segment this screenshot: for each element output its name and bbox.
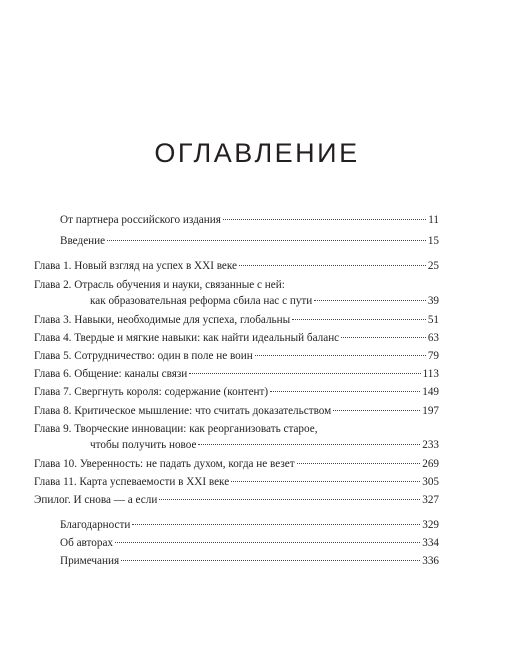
toc-entry-title: чтобы получить новое (90, 439, 197, 451)
toc-entry-about-authors[interactable] (60, 535, 439, 551)
dot-leader (231, 481, 420, 482)
toc-entry-chapter-3[interactable] (34, 312, 439, 328)
toc-entry-title: Эпилог. И снова — а если (34, 494, 158, 506)
toc-entry-chapter-8[interactable] (34, 403, 439, 419)
toc-entry-title: Глава 3. Навыки, необходимые для успеха, глобальны (34, 314, 291, 326)
toc-page-number: 113 (422, 368, 439, 380)
toc-entry-acknowledgements[interactable] (60, 517, 439, 533)
dot-leader (121, 560, 420, 561)
dot-leader (223, 219, 426, 220)
toc-entry-chapter-5[interactable] (34, 348, 439, 364)
toc-entry-title: Глава 7. Свергнуть короля: содержание (контент) (34, 386, 269, 398)
toc-page-number: 269 (422, 458, 439, 470)
toc-page-number: 25 (427, 260, 439, 272)
toc-page-number: 51 (427, 314, 439, 326)
dot-leader (107, 240, 426, 241)
toc-entry-title: Глава 5. Сотрудничество: один в поле не воин (34, 350, 253, 362)
toc-entry-chapter-11[interactable] (34, 474, 439, 490)
toc-entry-title: Об авторах (60, 537, 114, 549)
toc-entry-title: Глава 8. Критическое мышление: что считать доказательством (34, 405, 332, 417)
toc-entry-title: Глава 6. Общение: каналы связи (34, 368, 188, 380)
toc-entry-chapter-7[interactable] (34, 384, 439, 400)
toc-page-number: 327 (422, 494, 439, 506)
dot-leader (255, 355, 426, 356)
toc-entry-introduction[interactable] (60, 233, 439, 249)
toc-entry-chapter-10[interactable] (34, 456, 439, 472)
dot-leader (198, 444, 420, 445)
toc-entry-chapter-1[interactable] (34, 258, 439, 274)
toc-entry-title: Введение (60, 235, 106, 247)
toc-entry-title: Благодарности (60, 519, 131, 531)
toc-page-number: 11 (428, 214, 439, 226)
toc-entry-chapter-9[interactable] (90, 437, 439, 453)
toc-entry-title: Примечания (60, 555, 120, 567)
toc-entry-partner-foreword[interactable] (60, 212, 439, 228)
dot-leader (314, 300, 426, 301)
toc-entry-title: Глава 1. Новый взгляд на успех в XXI веке (34, 260, 238, 272)
dot-leader (239, 265, 426, 266)
dot-leader (115, 542, 420, 543)
toc-entry-title: Глава 11. Карта успеваемости в XXI веке (34, 476, 230, 488)
toc-page-number: 329 (422, 519, 439, 531)
page-title: ОГЛАВЛЕНИЕ (154, 138, 360, 168)
dot-leader (297, 463, 421, 464)
toc-page-number: 305 (422, 476, 439, 488)
toc-page-number: 149 (422, 386, 439, 398)
toc-page-number: 63 (427, 332, 439, 344)
dot-leader (270, 391, 420, 392)
dot-leader (292, 319, 426, 320)
dot-leader (333, 410, 420, 411)
toc-entry-title-line1: Глава 2. Отрасль обучения и науки, связанные с ней: (34, 279, 285, 291)
dot-leader (189, 373, 420, 374)
toc-entry-chapter-6[interactable] (34, 366, 439, 382)
toc-page-number: 39 (427, 295, 439, 307)
toc-entry-epilogue[interactable] (34, 492, 439, 508)
toc-entry-title: От партнера российского издания (60, 214, 221, 226)
dot-leader (132, 524, 420, 525)
dot-leader (341, 337, 426, 338)
toc-page-number: 15 (427, 235, 439, 247)
toc-page-number: 79 (427, 350, 439, 362)
toc-page-number: 233 (422, 439, 439, 451)
toc-entry-title-line1: Глава 9. Творческие инновации: как реорганизовать старое, (34, 423, 318, 435)
toc-entry-title: Глава 4. Твердые и мягкие навыки: как найти идеальный баланс (34, 332, 340, 344)
dot-leader (159, 499, 420, 500)
toc-page-number: 334 (422, 537, 439, 549)
toc-entry-title: Глава 10. Уверенность: не падать духом, когда не везет (34, 458, 295, 470)
toc-page-number: 197 (422, 405, 439, 417)
toc-entry-title: как образовательная реформа сбила нас с пути (90, 295, 313, 307)
toc-entry-chapter-4[interactable] (34, 330, 439, 346)
toc-entry-chapter-2[interactable] (90, 293, 439, 309)
toc-entry-notes[interactable] (60, 553, 439, 569)
toc-page-number: 336 (422, 555, 439, 567)
